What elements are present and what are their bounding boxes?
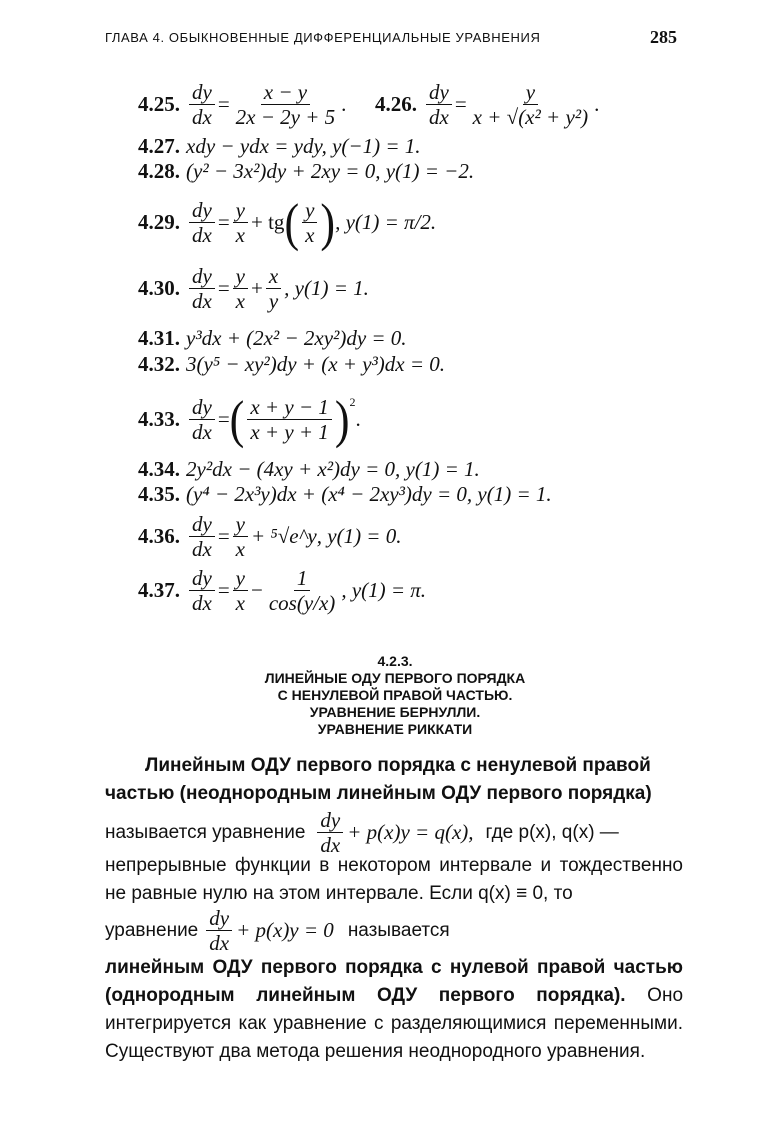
exercise-4-27: 4.27. xdy − ydx = ydy, y(−1) = 1.	[138, 134, 421, 158]
exercise-4-25: 4.25. $\frac{dy}{dx}$ = $\frac{x - y}{2x - 2y + 5}$ .	[138, 80, 347, 130]
exercise-4-28: 4.28. (y² − 3x²)dy + 2xy = 0, y(1) = −2.	[138, 159, 475, 183]
exercise-4-36: 4.36. $\frac{dy}{dx}$ = $\frac{y}{x}$ + ⁵√e^y , y(1) = 0.	[138, 512, 402, 562]
exercise-4-26: 4.26. $\frac{dy}{dx}$ = $\frac{y}{\text{x + √(x² + y²)}}$ .	[375, 80, 600, 130]
exercise-4-35: 4.35. (y⁴ − 2x³y)dx + (x⁴ − 2xy³)dy = 0, y(1) = 1.	[138, 482, 552, 506]
running-header: ГЛАВА 4. ОБЫКНОВЕННЫЕ ДИФФЕРЕНЦИАЛЬНЫЕ УРАВНЕНИЯ	[105, 30, 541, 45]
exercise-4-37: 4.37. $\frac{dy}{dx}$ = $\frac{y}{x}$ − $\frac{1}{\cos(y/x)}$ , y(1) = π.	[138, 566, 427, 616]
exercise-4-29: 4.29. $\frac{dy}{dx}$ = $\frac{y}{x}$ + tg ( $\frac{y}{x}$ ) , y(1) = π/2.	[138, 192, 437, 252]
section-number: 4.2.3.	[377, 653, 413, 669]
definition-paragraph-bold: Линейным ОДУ первого порядка с ненулевой правой частью (неоднородным линейным ОДУ первого порядка)	[105, 755, 652, 804]
section-heading	[105, 653, 685, 738]
section-title-line-1: ЛИНЕЙНЫЕ ОДУ ПЕРВОГО ПОРЯДКА	[264, 670, 526, 686]
exercise-4-32: 4.32. 3(y⁵ − xy²)dy + (x + y³)dx = 0.	[138, 352, 446, 376]
exercise-4-30: 4.30. $\frac{dy}{dx}$ = $\frac{y}{x}$ + $\frac{x}{y}$ , y(1) = 1.	[138, 264, 369, 314]
exercise-4-33: 4.33. $\frac{dy}{dx}$ = ( $\frac{x + y - 1}{x + y + 1}$ ) $^2$ .	[138, 389, 361, 449]
exercise-4-31: 4.31. y³dx + (2x² − 2xy²)dy = 0.	[138, 326, 407, 350]
section-title-line-2: С НЕНУЛЕВОЙ ПРАВОЙ ЧАСТЬЮ.	[277, 687, 513, 703]
section-title-line-4: УРАВНЕНИЕ РИККАТИ	[317, 721, 473, 737]
definition-paragraph-continued: непрерывные функции в некотором интервале и тождественно не равные нулю на этом интервале. Если q(x) ≡ 0, то	[105, 855, 683, 904]
section-title-line-3: УРАВНЕНИЕ БЕРНУЛЛИ.	[309, 704, 481, 720]
definition-line-equation: называется уравнение $\frac{dy}{dx}$ + p(x)y = q(x), где p(x), q(x) —	[105, 808, 619, 858]
exercise-4-34: 4.34. 2y²dx − (4xy + x²)dy = 0, y(1) = 1.	[138, 457, 480, 481]
homogeneous-equation-line: уравнение $\frac{dy}{dx}$ + p(x)y = 0 называется	[105, 906, 450, 956]
homogeneous-paragraph: линейным ОДУ первого порядка с нулевой правой частью (однородным линейным ОДУ первого порядка). Оно интегрируется как уравнение с разделяющимися переменными. Существуют два метода решения неоднородного уравнения.	[105, 957, 684, 1062]
page-number: 285	[650, 27, 677, 47]
